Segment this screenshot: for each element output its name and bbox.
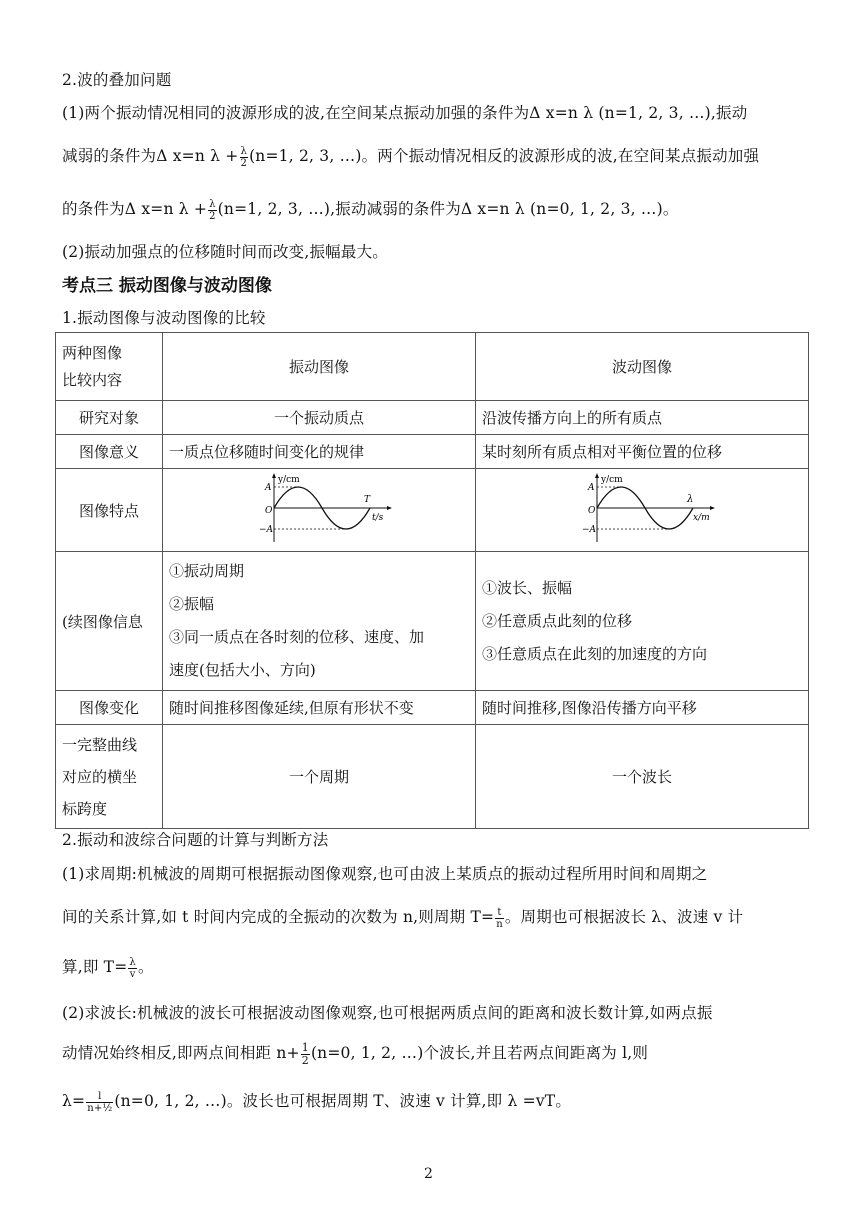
label-line: 对应的横坐 bbox=[62, 767, 138, 786]
fraction-denominator: 2 bbox=[301, 1053, 309, 1067]
list-item: ①振动周期 bbox=[169, 562, 245, 580]
fraction-lambda-over-2 bbox=[240, 146, 249, 169]
table-row bbox=[56, 552, 809, 691]
y-axis-label: y/cm bbox=[278, 475, 300, 485]
text-segment: (n=1, 2, 3, …)。两个振动情况相反的波源形成的波,在空间某点振动加强 bbox=[249, 147, 760, 165]
table-row bbox=[56, 691, 809, 725]
list-item: ③任意质点在此刻的加速度的方向 bbox=[482, 644, 708, 663]
y-axis-arrow bbox=[272, 473, 276, 478]
cell-vibration-meaning: 一质点位移随时间变化的规律 bbox=[163, 435, 476, 469]
row-label-meaning: 图像意义 bbox=[56, 435, 163, 469]
cell-vibration-info bbox=[163, 552, 476, 691]
header-cell-vibration: 振动图像 bbox=[163, 333, 476, 401]
cell-wave-object: 沿波传播方向上的所有质点 bbox=[476, 401, 809, 435]
fraction-denominator: 2 bbox=[240, 157, 248, 169]
amplitude-label: A bbox=[265, 483, 272, 493]
origin-label: O bbox=[588, 506, 596, 516]
wavelength-mark-label: λ bbox=[687, 494, 694, 505]
fraction-denominator: n bbox=[496, 918, 503, 930]
wave-graph bbox=[567, 472, 717, 544]
list-item: ①波长、振幅 bbox=[482, 578, 573, 597]
header-cell-category bbox=[56, 333, 163, 401]
cell-wave-graph bbox=[476, 469, 809, 552]
q2-line-1: (2)求波长:机械波的波长可根据波动图像观察,也可根据两质点间的距离和波长数计算,如两点振 bbox=[62, 1004, 713, 1022]
table-row bbox=[56, 725, 809, 829]
table-row bbox=[56, 401, 809, 435]
text-segment: 间的关系计算,如 t 时间内完成的全振动的次数为 n,则周期 T= bbox=[62, 908, 495, 926]
page-number: 2 bbox=[424, 1166, 433, 1182]
table-row-header bbox=[56, 333, 809, 401]
text-segment: (n=0, 1, 2, …)个波长,并且若两点间距离为 l,则 bbox=[310, 1044, 649, 1062]
header-line: 两种图像 bbox=[62, 343, 123, 362]
header-line: 比较内容 bbox=[62, 370, 123, 389]
x-axis-label: t/s bbox=[372, 513, 384, 523]
y-axis-label: y/cm bbox=[601, 475, 623, 485]
section-heading-3: 考点三 振动图像与波动图像 bbox=[62, 276, 272, 296]
fraction-numerator: λ bbox=[129, 956, 136, 968]
list-item: ③同一质点在各时刻的位移、速度、加 bbox=[169, 628, 425, 646]
text-segment: 动情况始终相反,即两点间相距 n+ bbox=[62, 1044, 300, 1062]
paragraph-1-line-1: (1)两个振动情况相同的波源形成的波,在空间某点振动加强的条件为Δ x=n λ (n=1, 2, 3, …),振动 bbox=[62, 104, 748, 122]
q2-line-3 bbox=[62, 1089, 571, 1114]
paragraph-2: (2)振动加强点的位移随时间而改变,振幅最大。 bbox=[62, 243, 388, 261]
period-mark-label: T bbox=[364, 495, 371, 505]
amplitude-label: A bbox=[588, 483, 595, 493]
paragraph-1-line-3 bbox=[62, 197, 679, 222]
header-cell-wave: 波动图像 bbox=[476, 333, 809, 401]
text-segment: 减弱的条件为Δ x=n λ + bbox=[62, 147, 239, 165]
label-line: 一完整曲线 bbox=[62, 735, 138, 754]
fraction-one-half bbox=[301, 1042, 310, 1067]
fraction-denominator: v bbox=[129, 968, 136, 980]
row-label-change: 图像变化 bbox=[56, 691, 163, 725]
section-title-wave-superposition: 2.波的叠加问题 bbox=[62, 71, 172, 89]
x-axis-arrow bbox=[710, 506, 715, 510]
fraction-denominator: n+½ bbox=[87, 1102, 113, 1114]
row-label-info: (续图像信息 bbox=[56, 552, 163, 691]
q1-line-2 bbox=[62, 905, 743, 930]
negative-amplitude-label: −A bbox=[582, 525, 597, 535]
q2-line-2 bbox=[62, 1041, 648, 1067]
text-segment: 。 bbox=[137, 958, 154, 976]
text-segment: (n=1, 2, 3, …),振动减弱的条件为Δ x=n λ (n=0, 1, 2, 3, …)。 bbox=[217, 200, 679, 218]
row-label-span bbox=[56, 725, 163, 829]
origin-label: O bbox=[265, 506, 273, 516]
cell-wave-meaning: 某时刻所有质点相对平衡位置的位移 bbox=[476, 435, 809, 469]
text-segment: (n=0, 1, 2, …)。波长也可根据周期 T、波速 v 计算,即 λ =vT。 bbox=[114, 1092, 572, 1110]
fraction-numerator: 1 bbox=[301, 1040, 309, 1054]
cell-vibration-object: 一个振动质点 bbox=[163, 401, 476, 435]
x-axis-arrow bbox=[387, 506, 392, 510]
paragraph-1-line-2 bbox=[62, 144, 759, 169]
row-label-feature: 图像特点 bbox=[56, 469, 163, 552]
table-row bbox=[56, 469, 809, 552]
list-item: ②振幅 bbox=[169, 595, 215, 613]
list-item: ②任意质点此刻的位移 bbox=[482, 611, 633, 630]
comparison-table bbox=[55, 332, 809, 829]
row-label-object: 研究对象 bbox=[56, 401, 163, 435]
label-line: 标跨度 bbox=[62, 799, 108, 818]
cell-vibration-span: 一个周期 bbox=[163, 725, 476, 829]
text-segment: 算,即 T= bbox=[62, 958, 128, 976]
fraction-numerator: l bbox=[86, 1091, 113, 1103]
subsection-title-2: 2.振动和波综合问题的计算与判断方法 bbox=[62, 831, 329, 849]
q1-line-1: (1)求周期:机械波的周期可根据振动图像观察,也可由波上某质点的振动过程所用时间和周期之 bbox=[62, 865, 708, 883]
fraction-lambda-over-v bbox=[128, 957, 137, 980]
fraction-l-over-n-plus-half bbox=[86, 1091, 113, 1114]
x-axis-label: x/m bbox=[693, 513, 710, 523]
subsection-title-1: 1.振动图像与波动图像的比较 bbox=[62, 309, 266, 327]
text-segment: 的条件为Δ x=n λ + bbox=[62, 200, 208, 218]
cell-vibration-graph bbox=[163, 469, 476, 552]
y-axis-arrow bbox=[595, 473, 599, 478]
cell-vibration-change: 随时间推移图像延续,但原有形状不变 bbox=[163, 691, 476, 725]
fraction-denominator: 2 bbox=[209, 210, 216, 222]
cell-wave-span: 一个波长 bbox=[476, 725, 809, 829]
text-segment: λ= bbox=[62, 1092, 86, 1110]
cell-wave-info bbox=[476, 552, 809, 691]
fraction-numerator: λ bbox=[240, 145, 248, 157]
fraction-t-over-n bbox=[495, 907, 504, 930]
q1-line-3 bbox=[62, 955, 154, 980]
table-row bbox=[56, 435, 809, 469]
text-segment: 。周期也可根据波长 λ、波速 v 计 bbox=[504, 908, 744, 926]
fraction-numerator: t bbox=[495, 907, 504, 919]
vibration-graph bbox=[244, 472, 394, 544]
list-item: 速度(包括大小、方向) bbox=[169, 661, 316, 679]
cell-wave-change: 随时间推移,图像沿传播方向平移 bbox=[476, 691, 809, 725]
negative-amplitude-label: −A bbox=[259, 525, 274, 535]
fraction-lambda-over-2 bbox=[208, 199, 217, 222]
fraction-numerator: λ bbox=[209, 198, 216, 210]
